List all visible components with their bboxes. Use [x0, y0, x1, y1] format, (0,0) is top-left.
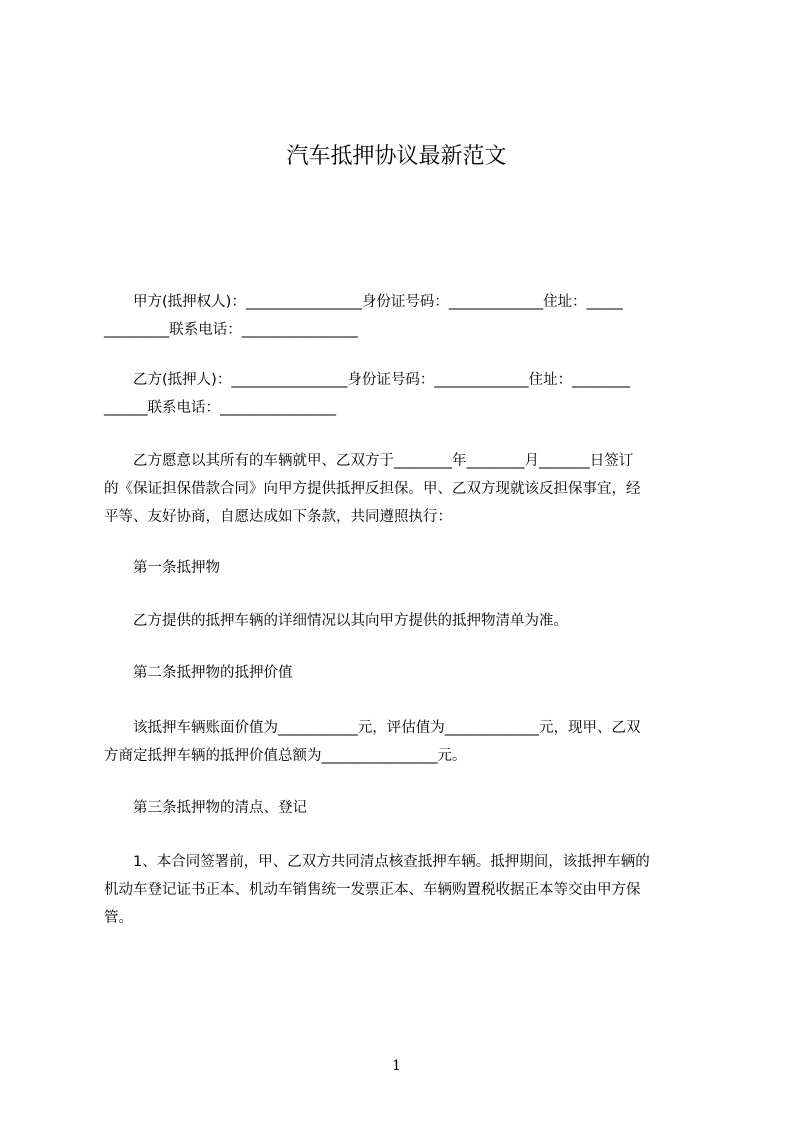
text-line: ______联系电话：________________ — [104, 400, 336, 416]
article-1-body — [104, 607, 704, 635]
text-line: 机动车登记证书正本、机动车销售统一发票正本、车辆购置税收据正本等交由甲方保 — [104, 882, 641, 898]
text-line: _________联系电话：________________ — [104, 322, 358, 338]
text-line: 第三条抵押物的清点、登记 — [104, 800, 307, 816]
party-b-paragraph — [104, 366, 704, 422]
article-3-clause-1 — [104, 848, 704, 932]
text-line: 1、本合同签署前，甲、乙双方共同清点核查抵押车辆。抵押期间，该抵押车辆的 — [104, 854, 650, 870]
text-line: 管。 — [104, 910, 133, 926]
text-line: 的《保证担保借款合同》向甲方提供抵押反担保。甲、乙双方现就该反担保事宜，经 — [104, 481, 641, 497]
document-title: 汽车抵押协议最新范文 — [286, 144, 507, 169]
text-line: 乙方愿意以其所有的车辆就甲、乙双方于________年________月_______日签订 — [104, 453, 634, 469]
text-line: 平等、友好协商，自愿达成如下条款，共同遵照执行： — [104, 509, 452, 525]
text-line: 第二条抵押物的抵押价值 — [104, 665, 293, 681]
text-line: 乙方提供的抵押车辆的详细情况以其向甲方提供的抵押物清单为准。 — [104, 613, 568, 629]
text-line: 第一条抵押物 — [104, 560, 220, 576]
article-3-heading — [104, 794, 704, 822]
text-line: 该抵押车辆账面价值为___________元，评估值为_____________元，现甲、乙双 — [104, 720, 641, 736]
preamble-paragraph — [104, 447, 704, 531]
article-1-heading — [104, 554, 704, 582]
text-line: 方商定抵押车辆的抵押价值总额为________________元。 — [104, 748, 467, 764]
text-line: 甲方(抵押权人)：________________身份证号码：_____________住址：_____ — [104, 294, 623, 310]
page-number: 1 — [392, 1058, 401, 1074]
article-2-body — [104, 714, 704, 770]
text-line: 乙方(抵押人)：________________身份证号码：_____________住址：________ — [104, 372, 631, 388]
article-2-heading — [104, 659, 704, 687]
party-a-paragraph — [104, 288, 704, 344]
